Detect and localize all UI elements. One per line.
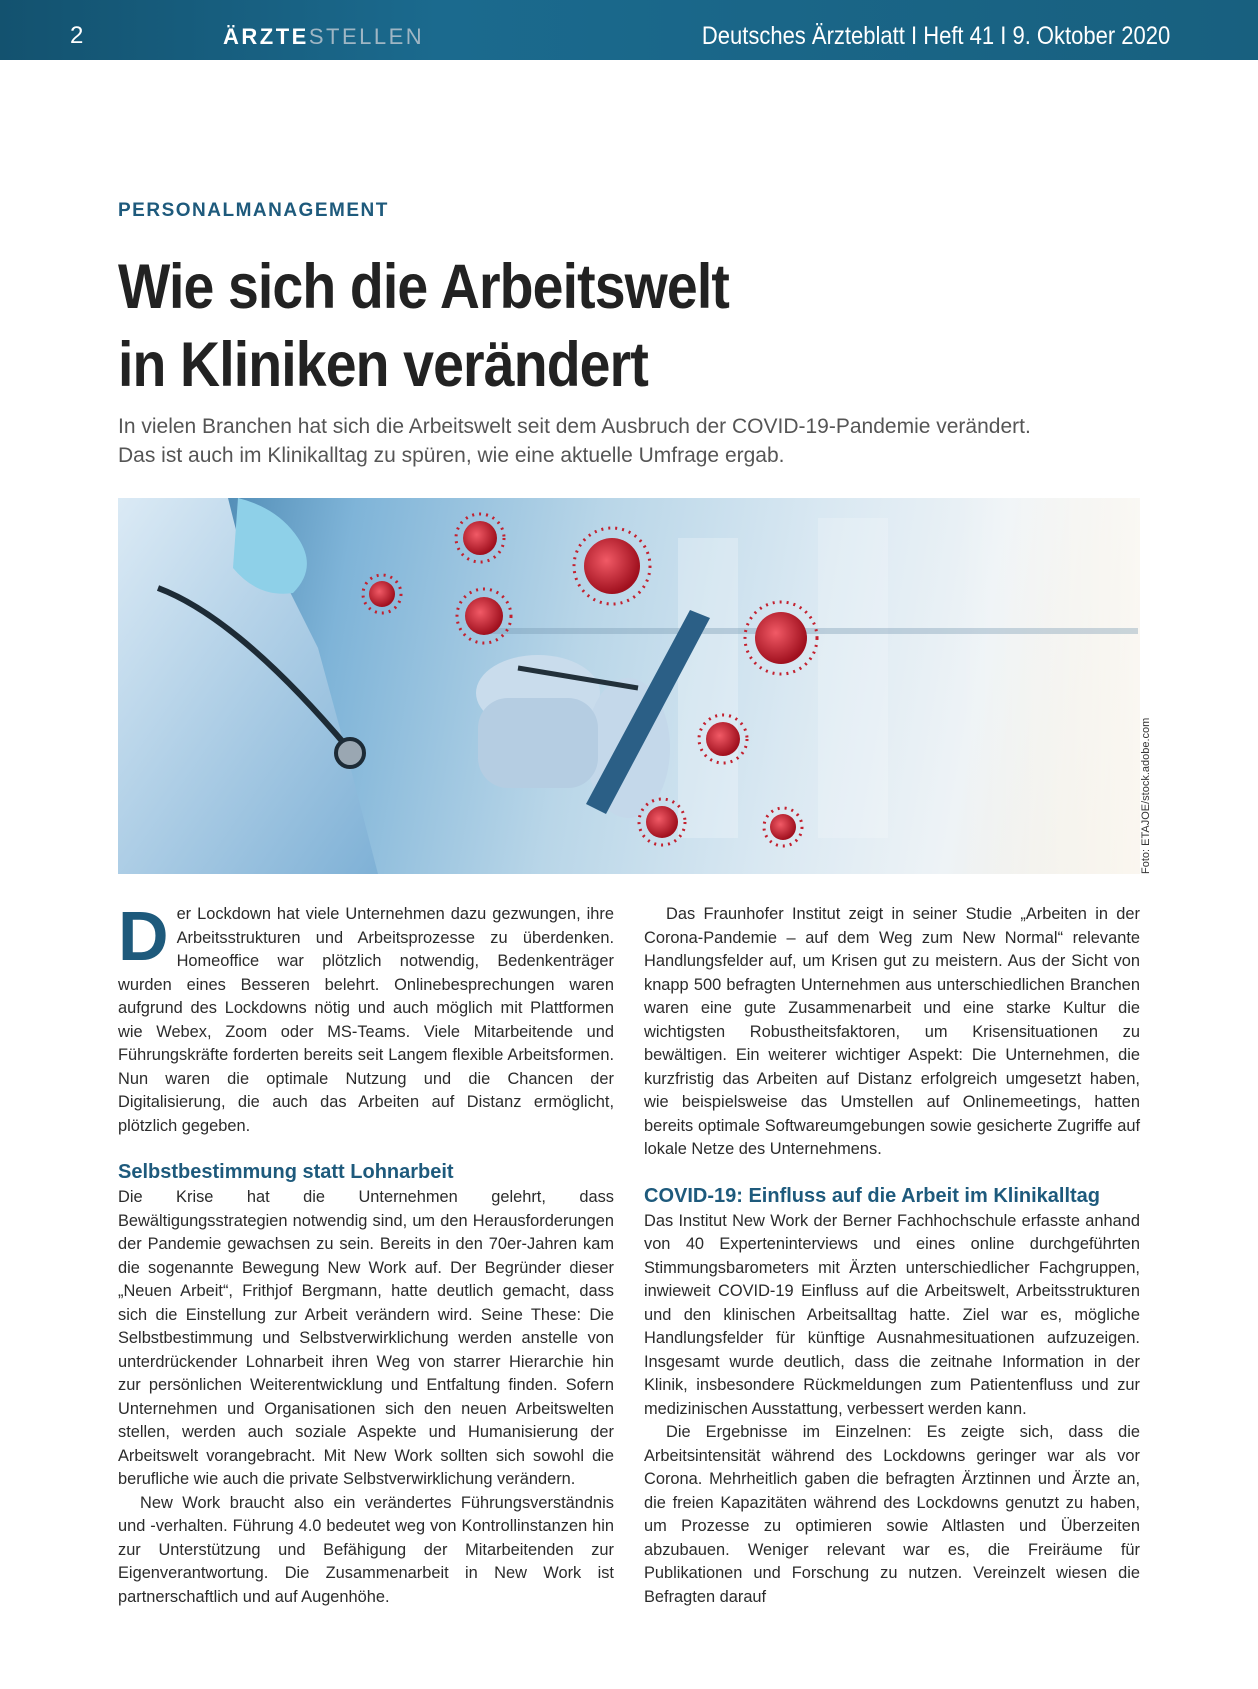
paragraph: Die Krise hat die Unternehmen gelehrt, dass Bewältigungsstrategien notwendig sind, um den Herausforderungen der Pandemie gewachsen zu sein. Bereits in den 70er-Jahren kam die sogenannte Bewegung New Work auf. Der Begründer dieser „Neuen Arbeit“, Frithjof Bergmann, hatte deutlich gemacht, dass sich die Einstellung zur Arbeit verändern wird. Seine These: Die Selbstbestimmung und Selbstverwirklichung werden anstelle von unterdrückender Lohnarbeit ihren Weg von starrer Hierarchie hin zur persönlichen Weiterentwicklung und Entfaltung finden. Sofern Unternehmen und Organisationen sich den neuen Arbeitswelten stellen, werden auch soziale Aspekte und Humanisierung der Arbeitswelt vorangebracht. Mit New Work sollten sich sowohl die berufliche wie auch die private Selbstverwirklichung verändern. — [118, 1188, 614, 1488]
title-line-1: Wie sich die Arbeitswelt — [118, 252, 729, 322]
paragraph: New Work braucht also ein verändertes Führungsverständnis und -verhalten. Führung 4.0 bedeutet weg von Kontrollinstanzen hin zur Unterstützung und Befähigung der Mitarbeitenden zur Eigenverantwortung. Die Zusammenarbeit in New Work ist partnerschaftlich und auf Augenhöhe. — [118, 1493, 614, 1606]
page-header — [0, 0, 1258, 60]
logo-part1: ÄRZTE — [223, 24, 309, 49]
text-column-right — [644, 903, 1140, 1609]
section-kicker: PERSONALMANAGEMENT — [118, 200, 389, 221]
logo-part2: STELLEN — [308, 24, 425, 49]
paragraph-text: er Lockdown hat viele Unternehmen dazu gezwungen, ihre Arbeitsstrukturen und Arbeitsprozesse zu überdenken. Homeoffice war plötzlich notwendig, Bedenkenträger wurden eines Besseren belehrt. Onlinebesprechungen waren aufgrund des Lockdowns nötig und auch möglich mit Plattformen wie Webex, Zoom oder MS-Teams. Viele Mitarbeitende und Führungskräfte forderten bereits seit Langem flexible Arbeitsformen. Nun waren die optimale Nutzung und die Chancen der Digitalisierung, die auch das Arbeiten auf Distanz ermöglicht, plötzlich gegeben. — [118, 905, 614, 1135]
drop-cap: D — [118, 897, 169, 975]
paragraph: Das Institut New Work der Berner Fachhochschule erfasste anhand von 40 Experteninterviews und eines online durchgeführten Stimmungsbarometers mit Ärzten unterschiedlicher Fachgruppen, inwieweit COVID-19 Einfluss auf die Arbeitswelt, Arbeitsstrukturen und den klinischen Arbeitsalltag hatte. Ziel war es, mögliche Handlungsfelder für künftige Ausnahmesituationen aufzuzeigen. Insgesamt wurde deutlich, dass die zeitnahe Information in der Klinik, insbesondere Rückmeldungen zum Patientenfluss und zur medizinischen Ausstattung, verbessert werden kann. — [644, 1211, 1140, 1418]
issue-line: Deutsches Ärzteblatt I Heft 41 I 9. Oktober 2020 — [701, 22, 1170, 50]
paragraph: Das Fraunhofer Institut zeigt in seiner Studie „Arbeiten in der Corona-Pandemie – auf dem Weg zum New Normal“ relevante Handlungsfelder auf, um Krisen gut zu meistern. Aus der Sicht von knapp 500 befragten Unternehmen aus unterschiedlichen Branchen waren eine gute Zusammenarbeit und eine starke Kultur die wichtigsten Robustheitsfaktoren, um Krisensituationen zu bewältigen. Ein weiterer wichtiger Aspekt: Die Unternehmen, die kurzfristig das Arbeiten auf Distanz erfolgreich umgesetzt haben, wie beispielsweise das Umstellen auf Onlinemeetings, hatten bereits optimale Softwareumgebungen sowie gesicherte Zugriffe auf lokale Netze des Unternehmens. — [644, 905, 1140, 1158]
paragraph — [118, 897, 614, 1138]
photo-credit: Foto: ETAJOE/stock.adobe.com — [1140, 717, 1152, 874]
doctor-virus-illustration — [118, 498, 1140, 874]
lead-line-1: In vielen Branchen hat sich die Arbeitswelt seit dem Ausbruch der COVID-19-Pandemie verändert. — [118, 415, 1031, 438]
subheading: COVID-19: Einfluss auf die Arbeit im Klinikalltag — [644, 1184, 1101, 1207]
article-photo — [118, 498, 1140, 874]
article-lead — [118, 412, 1118, 470]
paragraph: Die Ergebnisse im Einzelnen: Es zeigte sich, dass die Arbeitsintensität während des Lockdowns geringer war als vor Corona. Mehrheitlich gaben die befragten Ärztinnen und Ärzte an, die freien Kapazitäten während des Lockdowns genutzt zu haben, um Prozesse zu optimieren sowie Altlasten und Überzeiten abzubauen. Weniger relevant war es, die Freiräume für Publikationen und Forschung zu nutzen. Vereinzelt wiesen die Befragten darauf — [644, 1423, 1140, 1606]
subheading: Selbstbestimmung statt Lohnarbeit — [118, 1161, 454, 1183]
text-column-left — [118, 897, 614, 1609]
lead-line-2: Das ist auch im Klinikalltag zu spüren, wie eine aktuelle Umfrage ergab. — [118, 444, 785, 467]
page-number: 2 — [70, 22, 84, 49]
title-line-2: in Kliniken verändert — [118, 330, 648, 400]
article-title — [118, 248, 998, 404]
aerztestellen-logo — [223, 24, 424, 50]
